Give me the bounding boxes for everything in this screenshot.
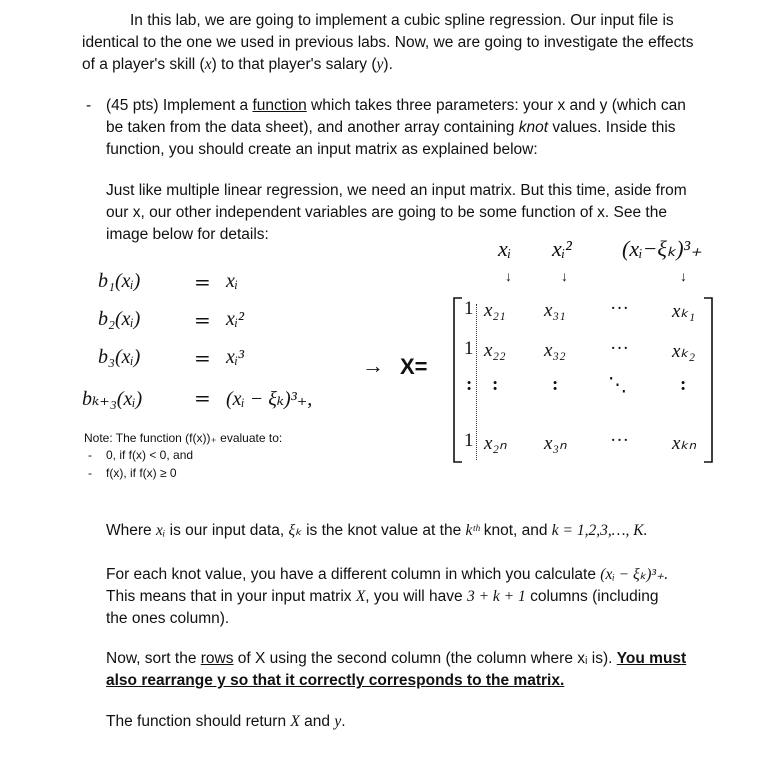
final-and: and (299, 713, 335, 730)
note-item-2: f(x), if f(x) ≥ 0 (106, 466, 177, 480)
matrix-cell: xₖₙ (672, 433, 697, 454)
down-arrow-icon: ↓ (505, 268, 512, 284)
task-line-1-post: which takes three parameters: your x and y (which can (306, 97, 686, 114)
eq1-equals: = (194, 270, 211, 294)
note-item-1: 0, if f(x) < 0, and (106, 448, 194, 462)
task-line-2-pre: be taken from the data sheet), and another array containing (106, 119, 519, 136)
implies-arrow-icon: → (362, 353, 384, 378)
where-paragraph (106, 520, 726, 542)
matrix-cell: : (466, 374, 473, 395)
columns-paragraph (106, 564, 726, 630)
eq2-equals: = (194, 308, 211, 332)
eq1-lhs: b₁(xᵢ) (98, 270, 141, 292)
knot-emphasis: knot (518, 119, 549, 136)
intro-paragraph (82, 10, 722, 76)
matrix-cell: ··· (610, 298, 629, 319)
matrix-cell: ··· (610, 338, 629, 359)
return-line (106, 711, 346, 733)
eq2-rhs: xᵢ² (226, 308, 245, 330)
intro-line-1: In this lab, we are going to implement a cubic spline regression. Our input file is (130, 12, 674, 29)
matrix-cell: ··· (610, 430, 629, 451)
task-line-1 (106, 95, 726, 117)
task-line-2 (106, 117, 726, 139)
matrix-cell: : (680, 374, 687, 395)
rows-link: rows (200, 650, 234, 667)
para3-pre: Where (106, 522, 156, 539)
var-X: X (290, 713, 300, 730)
para3-a: is our input data, (165, 522, 289, 539)
var-y: y (334, 713, 342, 730)
para4-line-2 (106, 586, 726, 608)
var-y: y (376, 56, 384, 73)
matrix-cell: 1 (464, 298, 474, 319)
para2-line-3: image below for details: (106, 226, 269, 243)
function-link[interactable]: function (252, 97, 307, 114)
matrix-cell: x₃₁ (544, 300, 566, 321)
intro-line-3-mid: ) to that player's salary ( (211, 56, 377, 73)
sort-paragraph (106, 648, 726, 692)
eq2-lhs: b₂(xᵢ) (98, 308, 141, 330)
matrix-cell: x₂₁ (484, 300, 506, 321)
eq4-equals: = (194, 386, 211, 410)
down-arrow-icon: ↓ (561, 268, 568, 284)
para3-c: knot, and (479, 522, 552, 539)
eq3-rhs: xᵢ³ (226, 346, 245, 368)
final-pre: The function should return (106, 713, 291, 730)
para4-l2-pre: This means that in your input matrix (106, 588, 356, 605)
intro-line-3-post: ). (383, 56, 393, 73)
task-line-1-pre: (45 pts) Implement a (106, 97, 253, 114)
para2-line-2: our x, our other independent variables are going to be some function of x. See the (106, 204, 667, 221)
note-title: Note: The function (f(x))₊ evaluate to: (84, 431, 283, 445)
para5-line-1 (106, 648, 726, 670)
k-range: k = 1,2,3,…, K. (551, 522, 648, 539)
para4-l2-post: columns (including (525, 588, 659, 605)
para5-pre: Now, sort the (106, 650, 201, 667)
matrix-cell: x₂ₙ (484, 433, 507, 454)
note-item-bullet: - (88, 448, 92, 462)
matrix-cell: xₖ₁ (672, 301, 696, 322)
var-xi: xᵢ (155, 522, 166, 539)
column-separator (476, 304, 477, 460)
matrix-cell: 1 (464, 338, 474, 359)
final-post: . (341, 713, 346, 730)
para5-mid: of X using the second column (the column where xᵢ is). (233, 650, 617, 667)
var-X: X (355, 588, 366, 605)
para4-line-3: the ones column). (106, 610, 230, 627)
matrix-cell: x₃ₙ (544, 433, 567, 454)
matrix-label: X= (400, 354, 428, 379)
matrix-cell: ⋱ (608, 375, 627, 396)
right-bracket (704, 298, 712, 462)
eq1-rhs: xᵢ (226, 270, 239, 292)
left-bracket (454, 298, 462, 462)
must-emphasis: You must (616, 650, 687, 667)
para4-line-1 (106, 564, 726, 586)
task-paragraph (106, 95, 726, 161)
task-bullet: - (86, 97, 92, 114)
header-xi: xᵢ (498, 236, 512, 261)
para2-line-1: Just like multiple linear regression, we need an input matrix. But this time, aside from (106, 182, 687, 199)
task-line-3: function, you should create an input matrix as explained below: (106, 141, 538, 158)
eq3-lhs: b₃(xᵢ) (98, 346, 141, 368)
var-x: x (204, 56, 212, 73)
column-count: 3 + k + 1 (466, 588, 526, 605)
task-line-2-post: values. Inside this (548, 119, 676, 136)
down-arrow-icon: ↓ (680, 268, 687, 284)
intro-line-3-pre: of a player's skill ( (82, 56, 205, 73)
var-kth: kᵗʰ (465, 522, 480, 539)
matrix-cell: xₖ₂ (672, 341, 696, 362)
para5-line-2: also rearrange y so that it correctly corresponds to the matrix. (106, 672, 565, 689)
header-xi-squared: xᵢ² (552, 236, 572, 261)
var-xik: ξₖ (288, 522, 302, 539)
intro-line-3 (82, 54, 722, 76)
matrix-cell: : (552, 374, 559, 395)
eq4-lhs: bₖ₊₃(xᵢ) (82, 388, 143, 410)
para4-pre: For each knot value, you have a different column in which you calculate (106, 566, 601, 583)
para4-l2-mid: , you will have (365, 588, 467, 605)
matrix-cell: x₃₂ (544, 340, 566, 361)
note-item-bullet: - (88, 466, 92, 480)
matrix-cell: 1 (464, 430, 474, 451)
header-cubic-term: (xᵢ−ξₖ)³₊ (622, 236, 702, 261)
intro-line-2: identical to the one we used in previous labs. Now, we are going to investigate the effects (82, 34, 694, 51)
cubic-expr: (xᵢ − ξₖ)³₊. (600, 566, 669, 583)
matrix-cell: x₂₂ (484, 340, 506, 361)
eq3-equals: = (194, 346, 211, 370)
matrix-cell: : (492, 374, 499, 395)
para3-b: is the knot value at the (301, 522, 466, 539)
eq4-rhs: (xᵢ − ξₖ)³₊, (226, 388, 313, 410)
